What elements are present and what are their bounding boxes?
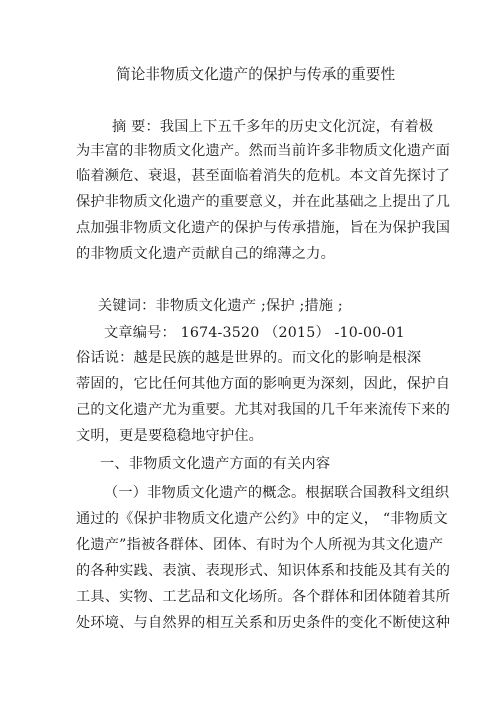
section-heading: 一、非物质文化遗产方面的有关内容	[100, 456, 331, 472]
document-title: 简论非物质文化遗产的保护与传承的重要性	[116, 66, 396, 83]
section-body-line: 的各种实践、表演、表现形式、知识体系和技能及其有关的	[76, 563, 451, 579]
abstract-line: 保护非物质文化遗产的重要意义，并在此基础之上提出了几	[76, 194, 451, 210]
section-body-line: 通过的《保护非物质文化遗产公约》中的定义， “非物质文	[76, 511, 448, 527]
abstract-line: 摘 要：我国上下五千多年的历史文化沉淀，有着极	[112, 119, 434, 135]
keywords: 关键词：非物质文化遗产 ;保护 ;措施 ;	[98, 298, 343, 314]
section-body-line: 工具、实物、工艺品和文化场所。各个群体和团体随着其所	[76, 589, 451, 605]
section-body-line: （一）非物质文化遗产的概念。根据联合国教科文组织	[104, 485, 450, 501]
intro-line: 俗话说：越是民族的越是世界的。而文化的影响是根深	[76, 350, 422, 366]
section-body-line: 化遗产”指被各群体、团体、有时为个人所视为其文化遗产	[76, 537, 444, 553]
abstract-line: 的非物质文化遗产贡献自己的绵薄之力。	[76, 246, 335, 262]
section-body-line: 处环境、与自然界的相互关系和历史条件的变化不断使这种	[76, 615, 451, 631]
abstract-line: 临着濒危、衰退，甚至面临着消失的危机。本文首先探讨了	[76, 168, 451, 184]
abstract-line: 为丰富的非物质文化遗产。然而当前许多非物质文化遗产面	[76, 143, 451, 159]
intro-line: 己的文化遗产尤为重要。尤其对我国的几千年来流传下来的	[76, 402, 451, 418]
intro-line: 蒂固的，它比任何其他方面的影响更为深刻，因此，保护自	[76, 376, 451, 392]
intro-line: 文明，更是要稳稳地守护住。	[76, 428, 264, 444]
article-number: 文章编号： 1674-3520 （2015） -10-00-01	[104, 325, 405, 341]
abstract-line: 点加强非物质文化遗产的保护与传承措施，旨在为保护我国	[76, 220, 451, 236]
